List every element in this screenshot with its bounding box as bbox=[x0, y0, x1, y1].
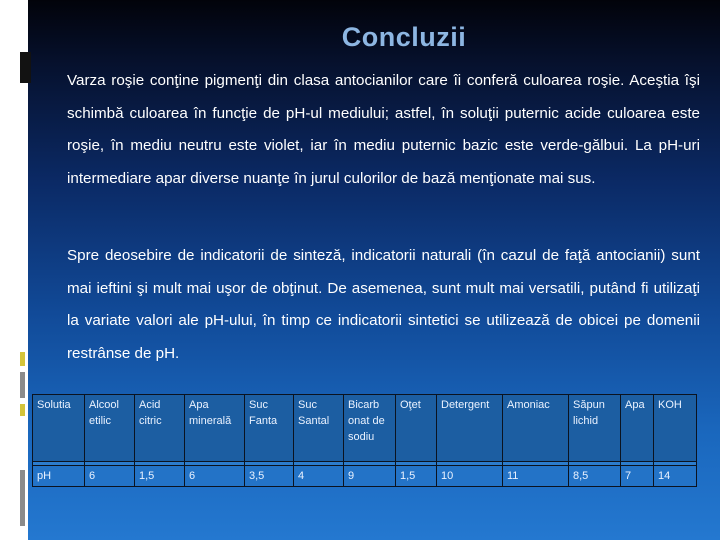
table-header-row bbox=[33, 395, 697, 462]
decorative-bar-gray bbox=[20, 372, 25, 398]
header-cell: Amoniac bbox=[503, 395, 569, 462]
value-cell: pH bbox=[33, 466, 85, 487]
table-row bbox=[33, 466, 697, 487]
value-cell: 1,5 bbox=[135, 466, 185, 487]
value-cell: 4 bbox=[294, 466, 344, 487]
header-cell: Săpun lichid bbox=[569, 395, 621, 462]
header-cell: Acid citric bbox=[135, 395, 185, 462]
header-cell: Apa bbox=[621, 395, 654, 462]
header-cell: Bicarb onat de sodiu bbox=[344, 395, 396, 462]
header-cell: Apa minerală bbox=[185, 395, 245, 462]
decorative-bar-yellow-2 bbox=[20, 404, 25, 416]
value-cell: 14 bbox=[654, 466, 697, 487]
paragraph-1: Varza roşie conţine pigmenţi din clasa antocianilor care îi conferă culoarea roşie. Aceştia îşi schimbă culoarea în funcţie de pH-ul mediului; astfel, în soluţii puternic acide culoarea este roşie, în mediu neutru este violet, iar în mediu puternic bazic este verde-gălbui. La pH-uri intermediare apar diverse nuanţe în jurul culorilor de bază menţionate mai sus. bbox=[67, 72, 700, 187]
slide-title: Concluzii bbox=[341, 22, 467, 52]
value-cell: 3,5 bbox=[245, 466, 294, 487]
value-cell: 6 bbox=[85, 466, 135, 487]
decorative-mark bbox=[20, 52, 31, 83]
header-cell: Solutia bbox=[33, 395, 85, 462]
value-cell: 9 bbox=[344, 466, 396, 487]
header-cell: Oţet bbox=[396, 395, 437, 462]
value-cell: 8,5 bbox=[569, 466, 621, 487]
header-cell: Suc Santal bbox=[294, 395, 344, 462]
paragraph-2: Spre deosebire de indicatorii de sinteză, indicatorii naturali (în cazul de faţă antocianii) sunt mai ieftini şi mult mai uşor de obţinut. De asemenea, sunt mult mai versatili, putând fi utilizaţi la variate valori ale pH-ului, în timp ce indicatorii sintetici se utilizează de obicei pe domenii restrânse de pH. bbox=[67, 247, 700, 362]
value-cell: 6 bbox=[185, 466, 245, 487]
value-cell: 10 bbox=[437, 466, 503, 487]
value-cell: 11 bbox=[503, 466, 569, 487]
header-cell: Suc Fanta bbox=[245, 395, 294, 462]
value-cell: 1,5 bbox=[396, 466, 437, 487]
decorative-bar-yellow bbox=[20, 352, 25, 366]
header-cell: KOH bbox=[654, 395, 697, 462]
header-cell: Alcool etilic bbox=[85, 395, 135, 462]
ph-table bbox=[32, 394, 697, 487]
header-cell: Detergent bbox=[437, 395, 503, 462]
value-cell: 7 bbox=[621, 466, 654, 487]
decorative-bar-gray-2 bbox=[20, 470, 25, 526]
